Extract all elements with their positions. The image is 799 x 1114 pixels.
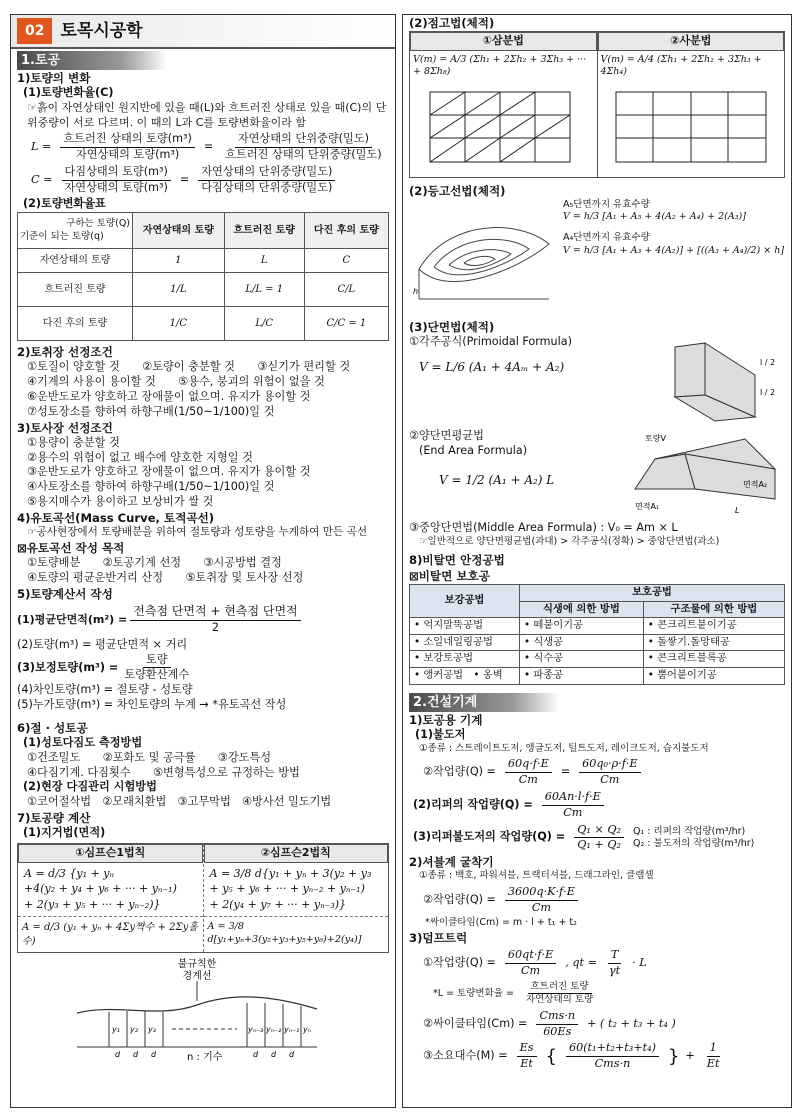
svg-text:yₙ₋₁: yₙ₋₁ [284,1024,300,1034]
slope-table: 보강공법 보호공법 식생에 의한 방법 구조물에 의한 방법 • 억지말뚝공법 • 떼붙이기공 • 콘크리트붙이기공 • 소일네일링공법 • 식생공 • 돌쌓기.돌망태공 • 보강토공법 • 식수공 • 콘크리트블록공 • 앵커공법 • 옹벽 • 파종공 • 뿜어붙이기공 [409,584,785,684]
chapter-number: 02 [17,18,52,44]
contour-figure [409,199,559,309]
third-grid-figure [410,82,590,172]
list-item: ①코어절삭법 ②모래치환법 ③고무막법 ④방사선 밀도기법 [27,795,332,809]
dump-formula: ①작업량(Q) = $\frac{60qt\cdot f\cdot E}{Cm}$ , qt = $\frac{T}{\gamma t}$ · L [423,948,647,978]
heading-volume-change: 1)토량의 변화 [17,71,91,86]
contour-note-a: A₅단면까지 유효수량 [563,198,650,210]
heading-change-table: (2)토량변화율표 [23,197,106,211]
fig-label: 경계선 [182,970,212,982]
table-row: • 보강토공법 • 식수공 • 콘크리트블록공 [410,651,785,668]
end-area-formula: V = 1/2 (A₁ + A₂) L [439,472,555,487]
list-item: ①토량배분 ②토공기계 선정 ③시공방법 결정 [27,556,282,570]
simpson1-short: A = d/3 (y₁ + yₙ + 4Σy짝수 + 2Σy홀수) [18,916,203,951]
dozer-kinds: ①종류 : 스트레이트도저, 앵글도저, 틸트도저, 레이크도저, 습지불도저 [419,742,709,754]
fig-label: 불규칙한 [177,958,217,970]
heading-compaction: (1)성토다짐도 측정방법 [23,736,143,750]
list-item: ②용수의 위험이 없고 배수에 양호한 지형일 것 [27,450,253,464]
formula-L: L = $\frac{\text{흐트러진 상태의 토량(m³)}}{\text{자연상태의 토량(m³)}}$ = $\frac{\text{자연상태의 단위중량(밀도)}}{\text{흐트러진 상태의 단위중량(밀도)}}$ [31,132,382,162]
heading-dump-site: 3)토사장 선정조건 [17,420,113,435]
svg-text:d: d [253,1049,259,1059]
svg-text:y₃: y₃ [148,1024,156,1034]
table-row: • 앵커공법 • 옹벽 • 파종공 • 뿜어붙이기공 [410,668,785,685]
simpson-box: ①심프슨1법칙 A = d/3 {y₁ + yₙ +4(y₂ + y₄ + y₆ + ··· + yₙ₋₁) + 2(y₃ + y₅ + ··· + yₙ₋₂)} A = d/3 (y₁ + yₙ + 4Σy짝수 + 2Σy홀수) ②심프슨2법칙 A = 3/8 d{y₁ + yₙ + 3(y₂ + y₃ + y₅ + y₆ + ··· + yₙ₋₂ + yₙ₋₁) + 2(y₄ + y₇ + ··· + yₙ₋₃)} A = 3/8 d[y₁+yₙ+3(y₂+y₃+y₅+y₆)+2(y₄)] [17,843,389,953]
middle-area: ③중앙단면법(Middle Area Formula) : V₀ = Am × L [409,521,678,535]
heading-field-test: (2)현장 다짐관리 시험방법 [23,780,157,794]
heading-mass-curve: 4)유토곡선(Mass Curve, 토적곡선) [17,510,215,525]
list-item: ④토량의 평균운반거리 산정 ⑤토취장 및 토사장 선정 [27,571,304,585]
heading-mass-purpose: ⊠유토곡선 작성 목적 [17,541,125,556]
heading-slope: 8)비탈면 안정공법 [409,552,505,567]
third-formula: V(m) = A/3 (Σh₁ + 2Σh₂ + 3Σh₃ + ··· + 8Σh₈) [413,53,587,78]
svg-text:d: d [115,1049,121,1059]
svg-text:면적A₂: 면적A₂ [743,480,768,490]
heading-change-rate: (1)토량변화율(C) [23,86,114,100]
svg-text:d: d [271,1049,277,1059]
table-corner: 구하는 토량(Q) 기준이 되는 토량(q) [18,213,133,249]
svg-text:L: L [735,506,740,516]
formula-C: C = $\frac{\text{다짐상태의 토량(m³)}}{\text{자연상태의 토량(m³)}}$ = $\frac{\text{자연상태의 단위중량(밀도)}}{\text{다짐상태의 단위중량(밀도)}}$ [31,165,389,196]
svg-text:면적A₁: 면적A₁ [635,502,660,512]
heading-cut-fill: 6)절 · 성토공 [17,720,88,735]
formula-cumulative: (5)누가토량(m³) = 차인토량의 누계 → *유토곡선 작성 [17,697,287,711]
formula-volume: (2)토량(m³) = 평균단면적 × 거리 [17,637,188,651]
change-rate-text: ☞흙이 자연상태인 원지반에 있을 때(L)와 흐트러진 상태로 있을 때(C)의 단위중량이 서로 다르며. 이 때의 L과 C를 토량변화율이라 함 [27,101,387,129]
list-item: ①건조밀도 ②포화도 및 공극률 ③강도특성 [27,750,272,764]
contour-formula-2: V = h/3 [A₁ + A₃ + 4(A₂)] + [((A₃ + A₄)/2) × h] [563,244,785,256]
end-area-heading-1: ②양단면평균법 [409,429,484,443]
svg-text:토량V: 토량V [645,434,666,444]
list-item: ①토질이 양호할 것 ②토량이 충분할 것 ③싣기가 편리할 것 [27,360,351,374]
svg-text:l / 2: l / 2 [760,388,776,398]
L-note: *L = 토량변화율 = $\frac{\text{흐트러진 토량}}{\text{자연상태의 토량}}$ [433,980,594,1006]
svg-text:yₙ: yₙ [303,1024,311,1034]
end-area-block [409,429,785,521]
section-earthwork-title: 1.토공 [17,51,167,70]
quarter-grid-figure [598,82,778,172]
simpson1-title: ①심프슨1법칙 [18,844,203,863]
svg-text:y₁: y₁ [112,1024,120,1034]
left-column [10,14,396,1108]
mass-curve-text: ☞공사현장에서 토량배분을 위하여 절토량과 성토량을 누계하여 만든 곡선 [27,526,368,539]
contour-note-b: A₄단면까지 유효수량 [563,232,650,244]
cycle-time: *싸이클타임(Cm) = m · l + t₁ + t₂ [425,917,577,929]
col-header: 다진 후의 토량 [304,213,388,249]
table-row: • 소일네일링공법 • 식생공 • 돌쌓기.돌망태공 [410,634,785,651]
ripper-formula: (2)리퍼의 작업량(Q) = $\frac{60An\cdot l\cdot f\cdot E}{Cm}$ [413,790,785,821]
svg-text:y₂: y₂ [130,1024,138,1034]
contour-block [409,199,785,319]
svg-text:yₙ₋₃: yₙ₋₃ [248,1024,264,1034]
third-method-title: ①삼분법 [410,32,597,51]
heading-section: (3)단면법(체적) [409,319,495,334]
heading-point-method: (2)점고법(체적) [409,16,495,30]
svg-text:yₙ₋₂: yₙ₋₂ [266,1024,282,1034]
svg-text:h: h [413,286,419,296]
shovel-kinds: ①종류 : 백호, 파워셔블, 트랙터셔블, 드래그라인, 클램셸 [419,870,654,882]
prism-formula: V = L/6 (A₁ + 4Aₘ + A₂) [419,360,565,375]
quarter-method-title: ②사분법 [598,32,785,51]
list-item: ⑦성토장소를 향하여 하향구배(1/50~1/100)일 것 [27,404,275,418]
cycle2-formula: ②싸이클타임(Cm) = $\frac{\text{Cms·n}}{60Es}$ + ( t₂ + t₃ + t₄ ) [423,1008,676,1038]
prism-heading: ①각주공식(Primoidal Formula) [409,335,572,349]
dozer-formula: ②작업량(Q) = $\frac{60q\cdot f\cdot E}{Cm}$ = $\frac{\text{60q₀·ρ·f·E}}{Cm}$ [423,757,785,788]
fig-n-label: n : 기수 [187,1051,223,1063]
heading-calc-sheet: 5)토량계산서 작성 [17,586,113,601]
heading-shovel: 2)셔블계 굴착기 [409,855,494,870]
list-item: ⑥운반도로가 양호하고 장애물이 없으며. 유지가 용이할 것 [27,390,311,404]
heading-contour: (2)등고선법(체적) [409,183,506,198]
end-area-figure [625,429,785,519]
prism-figure [645,335,785,427]
heading-slope-protect: ⊠비탈면 보호공 [409,568,490,583]
need-formula: ③소요대수(M) = $\frac{Es}{Et}$ { $\frac{\text{60(t₁+t₂+t₃+t₄)}}{\text{Cms·n}}$ } + $\frac{1}{Et}$ [423,1041,720,1071]
right-column [402,14,792,1108]
table-row: 흐트러진 토량 1/L L/L = 1 C/L [18,273,389,307]
simpson2-short: A = 3/8 d[y₁+yₙ+3(y₂+y₃+y₅+y₆)+2(y₄)] [204,916,389,950]
end-area-heading-2: (End Area Formula) [419,444,528,458]
ripper-dozer-formula: (3)리퍼불도저의 작업량(Q) = $\frac{\text{Q₁ × Q₂}}{\text{Q₁ + Q₂}}$ Q₁ : 리퍼의 작업량(m³/hr) Q₂ : 불도저의 작업량(m³/hr) [413,822,755,852]
svg-text:d: d [133,1049,139,1059]
svg-text:d: d [151,1049,157,1059]
heading-borrow: 2)토취장 선정조건 [17,345,113,360]
formula-difference: (4)차인토량(m³) = 절토량 - 성토량 [17,683,193,697]
simpson2-title: ②심프슨2법칙 [204,844,389,863]
formula-avg-area: (1)평균단면적(m²) = $\frac{\text{전측점 단면적 + 현측점 단면적}}{2}$ [17,604,389,636]
list-item: ③운반도로가 양호하고 장애물이 없으며. 유지가 용이할 것 [27,465,311,479]
table-row: 자연상태의 토량 1 L C [18,249,389,273]
heading-dozer: (1)불도저 [415,728,466,742]
table-row: • 억지말뚝공법 • 떼붙이기공 • 콘크리트붙이기공 [410,618,785,635]
heading-offset-method: (1)지거법(면적) [23,826,106,840]
table-row: 다진 후의 토량 1/C L/C C/C = 1 [18,307,389,341]
quarter-formula: V(m) = A/4 (Σh₁ + 2Σh₂ + 3Σh₃ + 4Σh₄) [600,53,762,78]
middle-note: ☞일반적으로 양단면평균법(과대) > 각주공식(정확) > 중앙단면법(과소) [419,536,720,548]
svg-text:l / 2: l / 2 [760,358,776,368]
shovel-formula: ②작업량(Q) = $\frac{3600q\cdot K\cdot f\cdot E}{Cm}$ [423,885,785,916]
list-item: ⑤용지매수가 용이하고 보상비가 쌀 것 [27,495,214,509]
list-item: ①용량이 충분할 것 [27,435,120,449]
col-header: 흐트러진 토량 [224,213,304,249]
list-item: ④다짐기계. 다짐횟수 ⑤변형특성으로 규정하는 방법 [27,765,300,779]
heading-dump-truck: 3)덤프트럭 [409,931,468,945]
list-item: ④기계의 사용이 용이할 것 ⑤용수, 붕괴의 위험이 없을 것 [27,375,325,389]
col-header: 자연상태의 토량 [133,213,225,249]
offset-figure [17,957,389,1067]
point-method-box [409,31,785,177]
contour-formula-1: V = h/3 [A₁ + A₅ + 4(A₂ + A₄) + 2(A₃)] [563,211,746,223]
change-rate-table [17,212,389,341]
section-machinery-title: 2.건설기계 [409,693,559,712]
page-title: 토목시공학 [60,20,143,41]
prism-block [409,335,785,429]
list-item: ④사토장소를 향하여 하향구배(1/50~1/100)일 것 [27,480,275,494]
heading-earth-volume: 7)토공량 계산 [17,810,91,825]
formula-corrected: (3)보정토량(m³) = $\frac{\text{토량}}{\text{토량환산계수}}$ [17,652,190,682]
heading-earth-machine: 1)토공용 기계 [409,712,483,727]
page-header [11,15,395,49]
svg-text:d: d [289,1049,295,1059]
